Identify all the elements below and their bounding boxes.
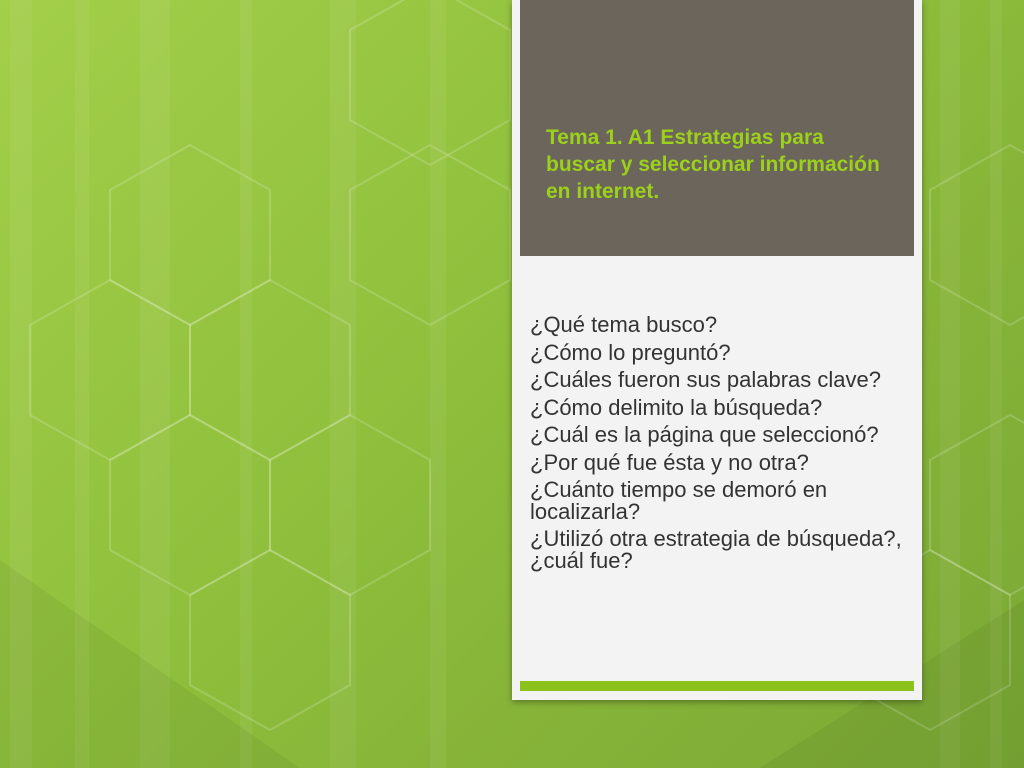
question-item: ¿Utilizó otra estrategia de búsqueda?, ¿cuál fue?	[530, 526, 902, 573]
question-item: ¿Cuál es la página que seleccionó?	[530, 422, 879, 447]
question-item: ¿Qué tema busco?	[530, 312, 718, 337]
question-item: ¿Cuánto tiempo se demoró en localizarla?	[530, 477, 828, 524]
slide-title: Tema 1. A1 Estrategias para buscar y seleccionar información en internet.	[546, 126, 880, 203]
question-item: ¿Cuáles fueron sus palabras clave?	[530, 367, 881, 392]
question-list	[530, 314, 910, 577]
accent-bar	[520, 681, 914, 691]
question-item: ¿Cómo lo preguntó?	[530, 339, 731, 365]
question-item: ¿Por qué fue ésta y no otra?	[530, 449, 809, 475]
question-item: ¿Cómo delimito la búsqueda?	[530, 394, 823, 420]
